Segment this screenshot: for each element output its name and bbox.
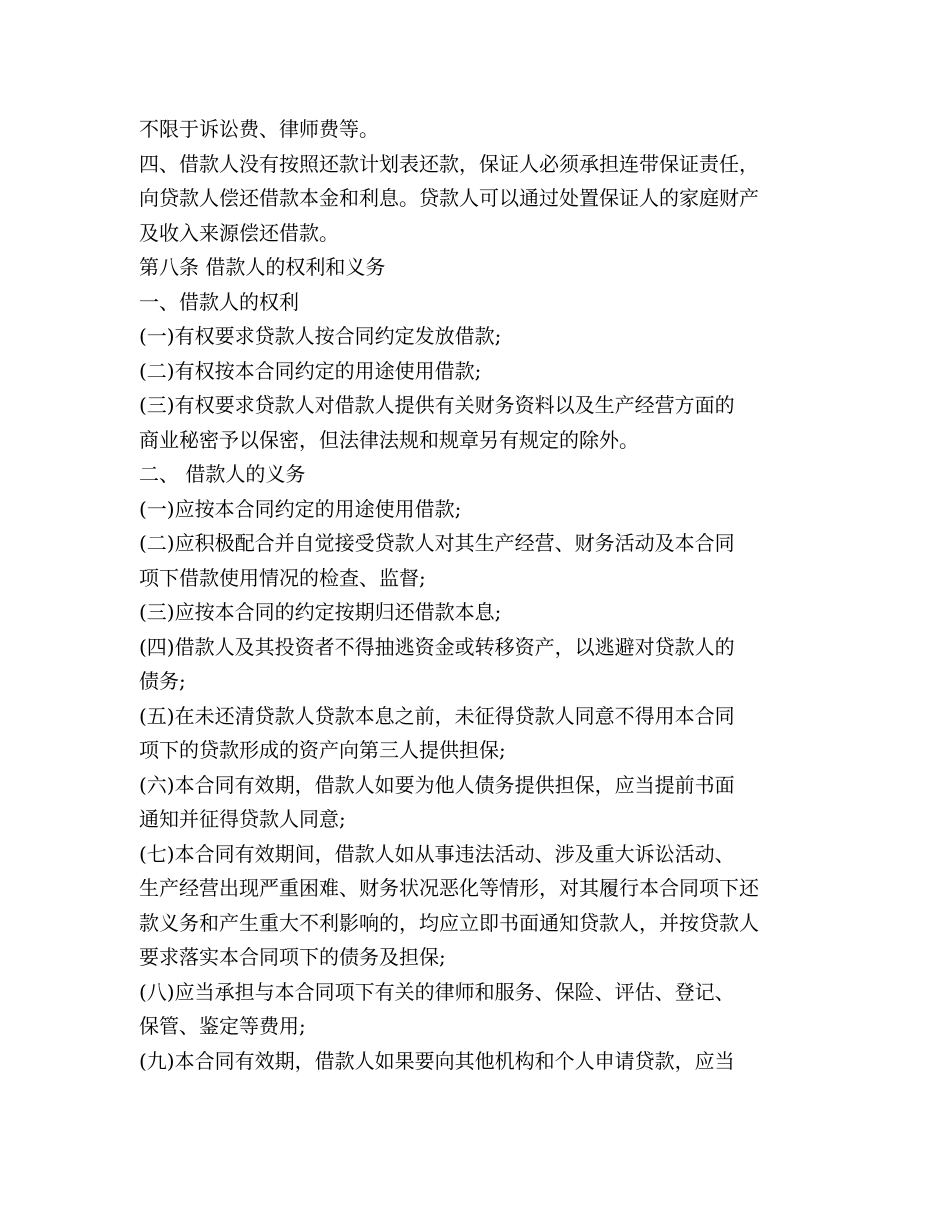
text-line: 通知并征得贷款人同意; bbox=[139, 807, 346, 831]
text-line: 保管、鉴定等费用; bbox=[139, 1014, 306, 1038]
text-line: (一)有权要求贷款人按合同约定发放借款; bbox=[139, 324, 502, 348]
text-line: 项下借款使用情况的检查、监督; bbox=[139, 565, 426, 590]
text-line: 项下的贷款形成的资产向第三人提供担保; bbox=[139, 738, 506, 762]
text-line: (六)本合同有效期，借款人如要为他人债务提供担保，应当提前书面 bbox=[139, 772, 735, 797]
text-line: 款义务和产生重大不利影响的，均应立即书面通知贷款人，并按贷款人 bbox=[139, 910, 759, 935]
text-line: 四、借款人没有按照还款计划表还款，保证人必须承担连带保证责任， bbox=[139, 151, 759, 176]
text-line: 向贷款人偿还借款本金和利息。贷款人可以通过处置保证人的家庭财产 bbox=[139, 186, 759, 210]
text-line: (一)应按本合同约定的用途使用借款; bbox=[139, 496, 462, 521]
subsection-heading: 一、借款人的权利 bbox=[139, 289, 299, 314]
section-heading: 第八条 借款人的权利和义务 bbox=[139, 255, 386, 279]
text-line: 要求落实本合同项下的债务及担保; bbox=[139, 945, 446, 969]
text-line: 生产经营出现严重困难、财务状况恶化等情形，对其履行本合同项下还 bbox=[139, 876, 759, 900]
subsection-heading: 二、 借款人的义务 bbox=[139, 462, 306, 486]
text-line: 商业秘密予以保密，但法律法规和规章另有规定的除外。 bbox=[139, 427, 639, 452]
text-line: 债务; bbox=[139, 669, 186, 693]
text-line: (二)应积极配合并自觉接受贷款人对其生产经营、财务活动及本合同 bbox=[139, 531, 735, 555]
text-line: (八)应当承担与本合同项下有关的律师和服务、保险、评估、登记、 bbox=[139, 979, 735, 1004]
document-body bbox=[139, 112, 815, 1078]
text-line: (九)本合同有效期，借款人如果要向其他机构和个人申请贷款，应当 bbox=[139, 1048, 735, 1073]
text-line: 不限于诉讼费、律师费等。 bbox=[139, 117, 379, 141]
text-line: (三)应按本合同的约定按期归还借款本息; bbox=[139, 600, 502, 624]
text-line: (三)有权要求贷款人对借款人提供有关财务资料以及生产经营方面的 bbox=[139, 393, 735, 417]
text-line: (七)本合同有效期间，借款人如从事违法活动、涉及重大诉讼活动、 bbox=[139, 841, 735, 866]
text-line: 及收入来源偿还借款。 bbox=[139, 220, 339, 245]
text-line: (二)有权按本合同约定的用途使用借款; bbox=[139, 358, 482, 383]
text-line: (五)在未还清贷款人贷款本息之前，未征得贷款人同意不得用本合同 bbox=[139, 703, 735, 728]
text-line: (四)借款人及其投资者不得抽逃资金或转移资产，以逃避对贷款人的 bbox=[139, 634, 735, 659]
